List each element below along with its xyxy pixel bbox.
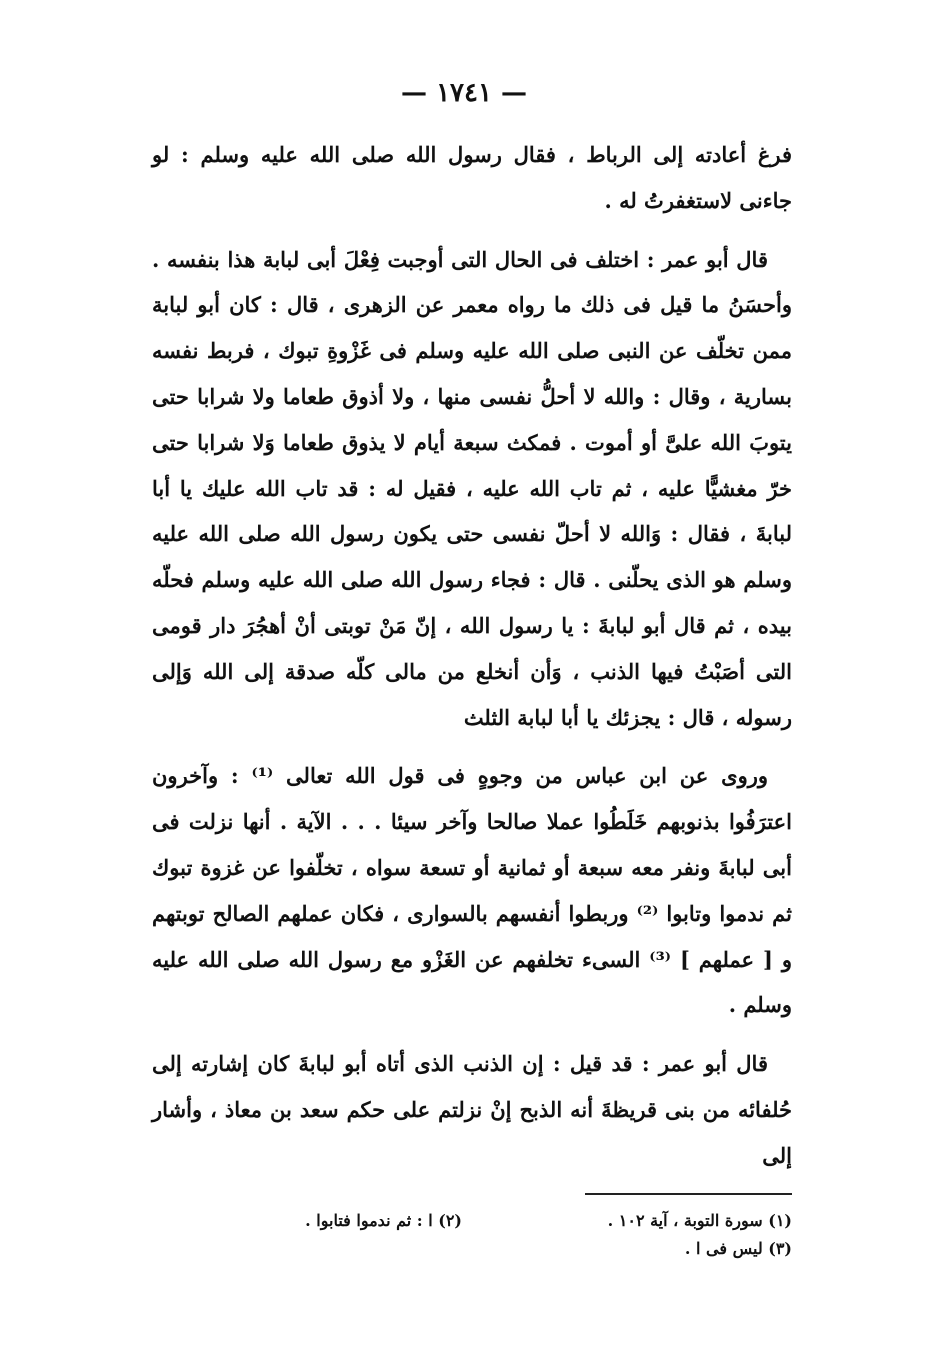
paragraph-1: فرغ أعادته إلى الرباط ، فقال رسول الله صلى الله عليه وسلم : لو جاءنى لاستغفرتُ له . <box>152 142 792 213</box>
footnotes <box>150 1207 792 1263</box>
footnote-2: (٢) ا : ثم ندموا فتابوا . <box>305 1211 462 1230</box>
footnote-divider <box>585 1193 792 1195</box>
paragraph-2: قال أبو عمر : اختلف فى الحال التى أوجبت فِعْلَ أبى لبابة هذا بنفسه . وأحسَنُ ما قيل فى ذلك ما رواه معمر عن الزهرى ، قال : كان أبو لبابة ممن تخلّف عن النبى صلى الله عليه وسلم فى غَزْوةِ تبوك ، فربط نفسه بسارية ، وقال : والله لا أحلُّ نفسى منها ، ولا أذوق طعاما ولا شرابا حتى يتوبَ الله علىَّ أو أموت . فمكث سبعة أيام لا يذوق طعاما وَلا شرابا حتى خرّ مغشيًّا عليه ، ثم تاب الله عليه ، فقيل له : قد تاب الله عليك يا أبا لبابةَ ، فقال : وَالله لا أحلّ نفسى حتى يكون رسول الله صلى الله عليه وسلم هو الذى يحلّنى . قال : فجاء رسول الله صلى الله عليه وسلم فحلّه بيده ، ثم قال أبو لبابةَ : يا رسول الله ، إنّ مَنْ توبتى أنْ أهجُرَ دار قومى التى أصَبْتُ فيها الذنب ، وَأن أنخلع من مالى كلّه صدقة إلى الله وَإلى رسوله ، قال : يجزئك يا أبا لبابة الثلث <box>152 246 792 730</box>
footnote-row <box>150 1235 792 1263</box>
page-number: — ١٧٤١ — <box>401 78 527 108</box>
paragraph-4: قال أبو عمر : قد قيل : إن الذنب الذى أتاه أبو لبابةَ كان إشارته إلى حُلفائه من بنى قريظةَ أنه الذبح إنْ نزلتم على حكم سعد بن معاذ ، وأشار إلى <box>152 1051 792 1168</box>
footnote-1: (١) سورة التوبة ، آية ١٠٢ . <box>607 1211 792 1230</box>
footnote-3: (٣) ليس فى ا . <box>684 1239 792 1258</box>
paragraph-3: وروى عن ابن عباس من وجوهٍ فى قول الله تعالى ⁽¹⁾ : وآخرون اعترَفُوا بذنوبهم خَلَطُوا عملا صالحا وآخر سيئا . . . الآية . أنها نزلت فى أبى لبابةَ ونفر معه سبعة أو ثمانية أو تسعة سواه ، تخلّفوا عن غزوة تبوك ثم ندموا وتابوا ⁽²⁾ وربطوا أنفسهم بالسوارى ، فكان عملهم الصالح توبتهم و [ عملهم ] ⁽³⁾ السىء تخلفهم عن الغَزْو مع رسول الله صلى الله عليه وسلم . <box>152 763 792 1018</box>
footnote-row <box>150 1207 792 1235</box>
main-text <box>152 132 792 1179</box>
